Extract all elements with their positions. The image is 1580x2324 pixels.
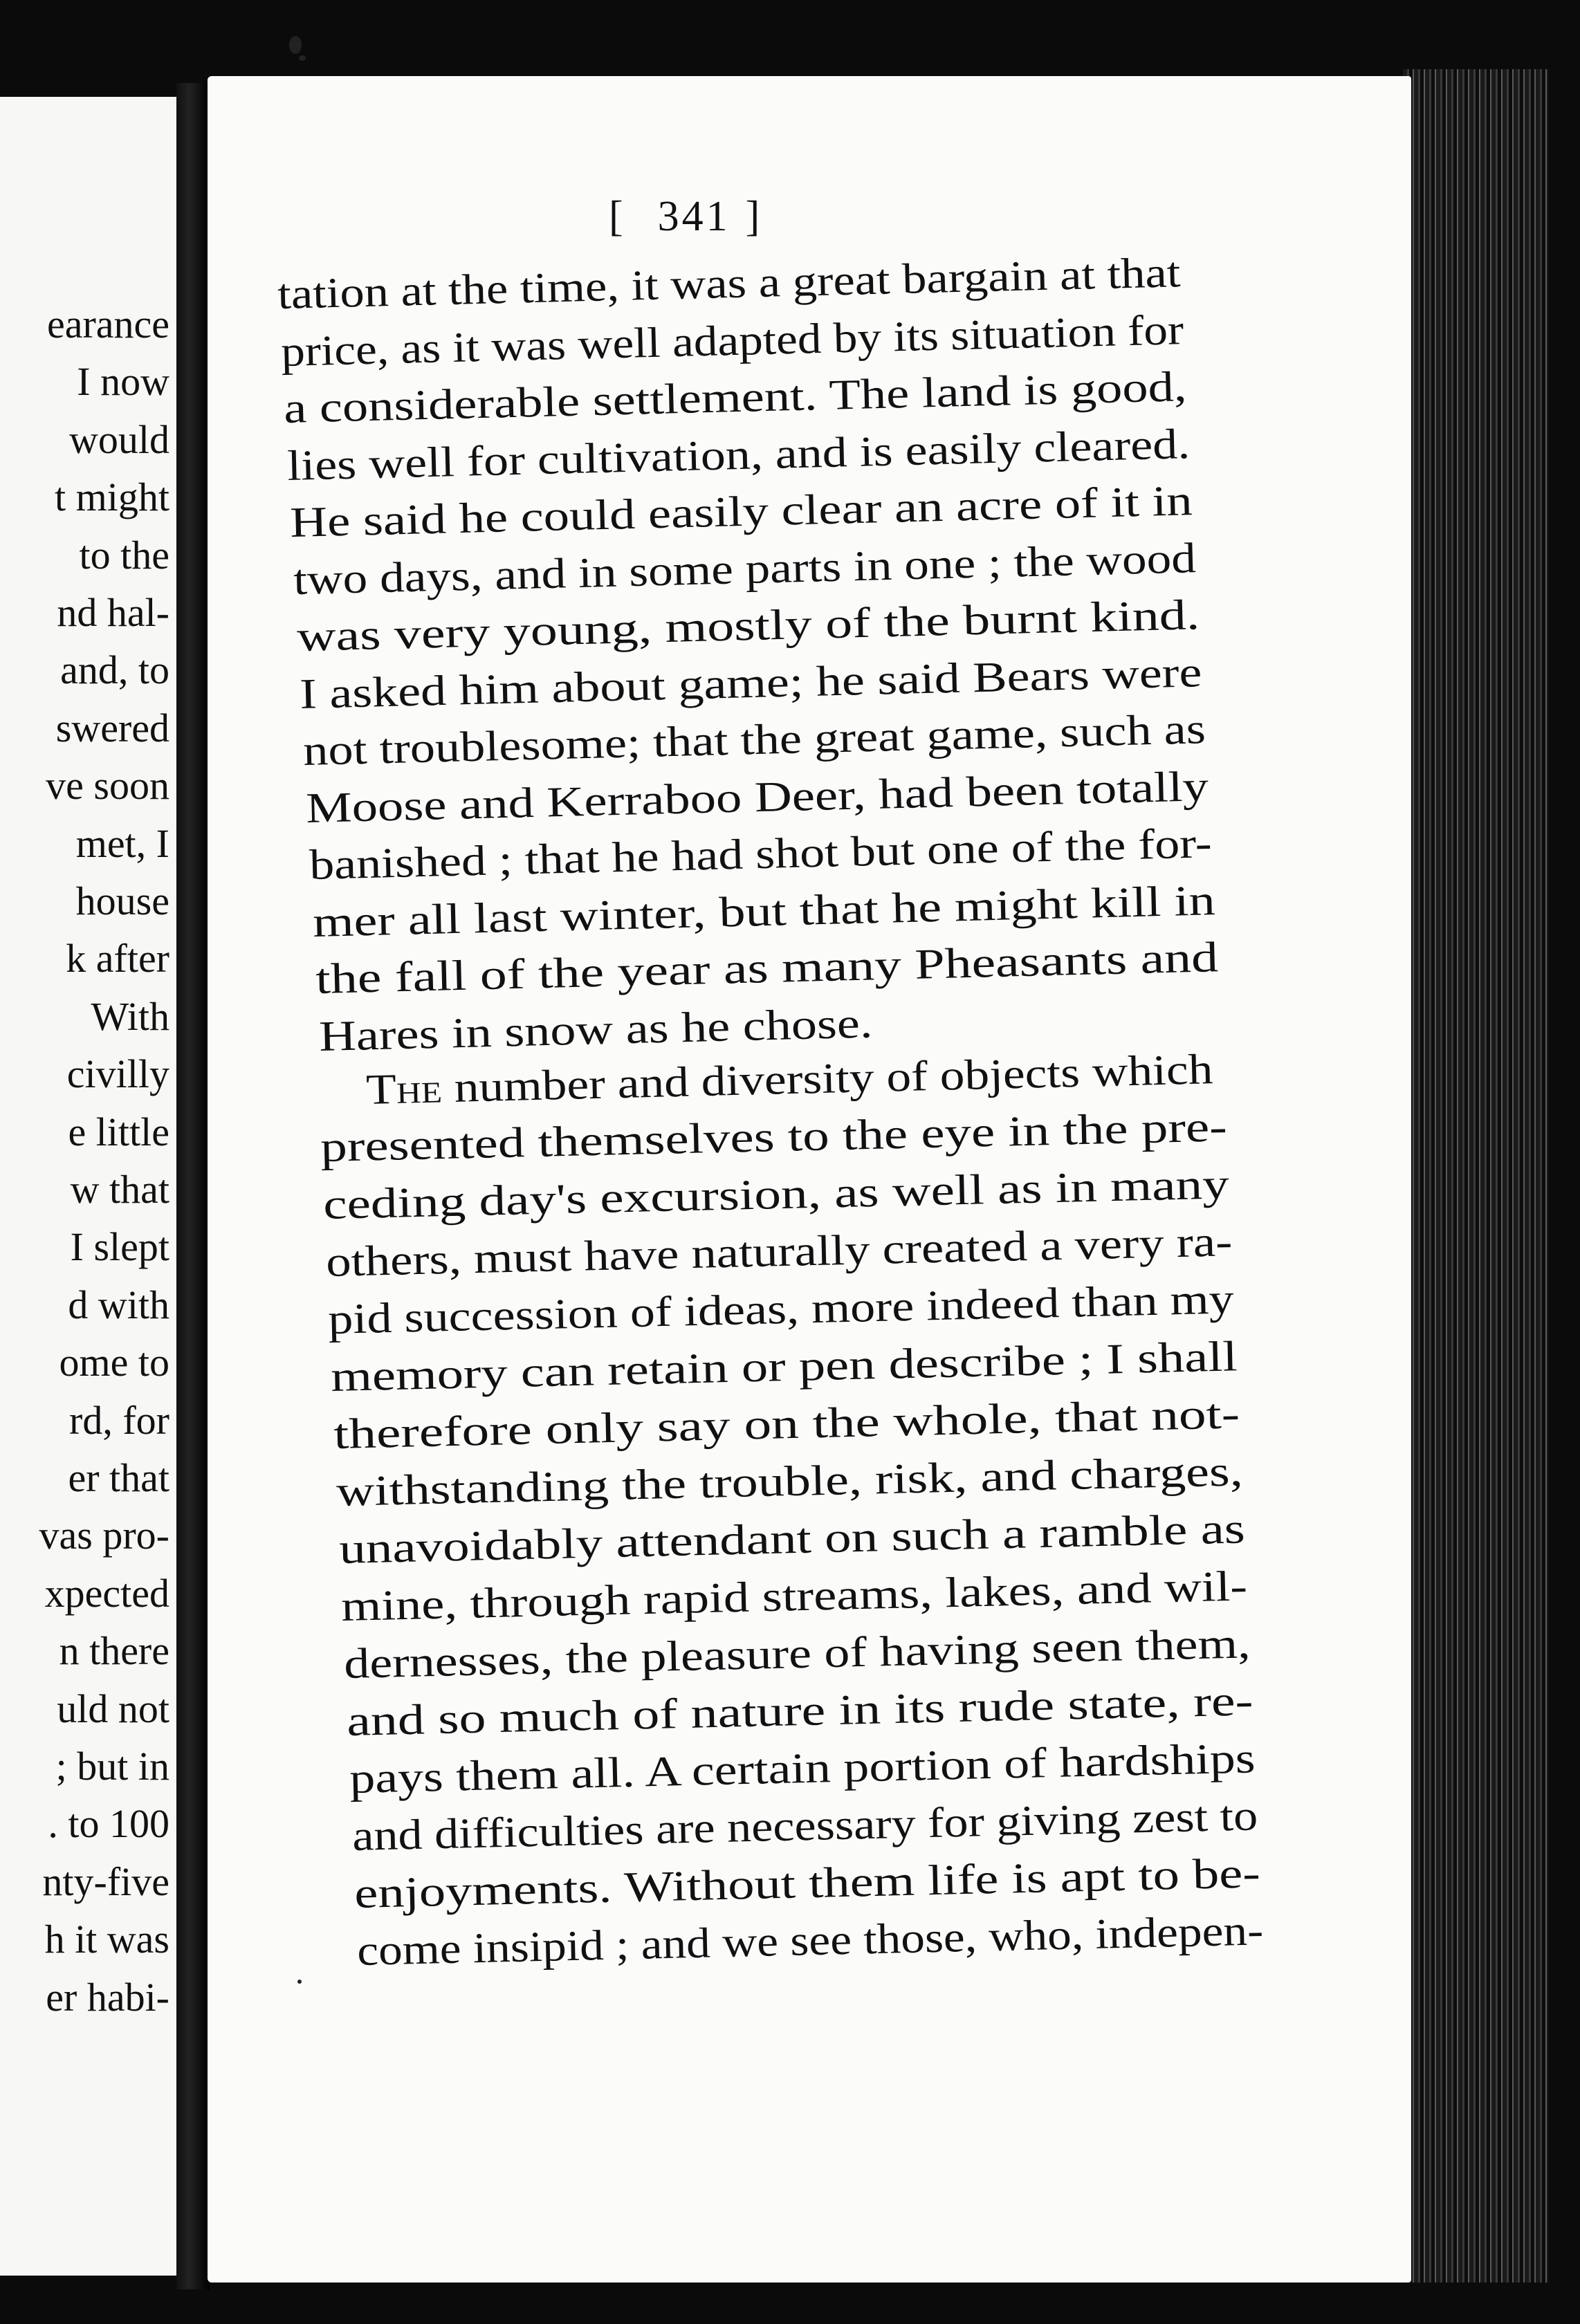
text-line: Hares in snow as he chose. [318, 999, 873, 1060]
previous-page-line: ome to [59, 1340, 169, 1385]
previous-page-line: nty-five [42, 1859, 169, 1904]
text-line: lies well for cultivation, and is easily cleared. [286, 420, 1191, 490]
previous-page-line: swered [55, 705, 169, 750]
text-line: and so much of nature in its rude state, re- [346, 1677, 1254, 1745]
page-edges [1403, 69, 1548, 2282]
previous-page-line: and, to [60, 647, 169, 693]
text-line: enjoyments. Without them life is apt to be- [353, 1850, 1261, 1917]
text-line: Moose and Kerraboo Deer, had been totally [305, 762, 1210, 832]
previous-page-line: earance [46, 302, 169, 347]
text-line: and difficulties are necessary for giving zest to [351, 1792, 1258, 1860]
text-line: unavoidably attendant on such a ramble as [338, 1505, 1246, 1573]
text-line: two days, and in some parts in one ; the wood [293, 534, 1197, 604]
text-line: presented themselves to the eye in the pre- [320, 1103, 1228, 1171]
text-line: the fall of the year as many Pheasants and [315, 934, 1219, 1003]
paragraph-lead-word: The [365, 1064, 443, 1114]
previous-page-line: t might [55, 474, 169, 520]
previous-page-line: er habi- [46, 1974, 169, 2020]
previous-page-line: uld not [57, 1686, 169, 1731]
text-line: price, as it was well adapted by its situation for [280, 306, 1184, 376]
paragraph-first-line-text: number and diversity of objects which [441, 1046, 1214, 1112]
text-line: mer all last winter, but that he might kill in [312, 876, 1216, 946]
previous-page-line: civilly [66, 1051, 169, 1097]
previous-page-line: ; but in [55, 1744, 169, 1789]
text-line: pid succession of ideas, more indeed than my [327, 1275, 1235, 1343]
text-line: ceding day's excursion, as well as in many [322, 1161, 1230, 1228]
text-line: mine, through rapid streams, lakes, and wil- [340, 1562, 1249, 1630]
previous-page-line: I slept [70, 1224, 169, 1270]
text-line: banished ; that he had shot but one of the for- [309, 820, 1213, 889]
ink-speck [289, 36, 302, 54]
previous-page-line: With [91, 993, 169, 1039]
previous-page-line: nd hal- [57, 590, 169, 635]
previous-page-line: house [75, 878, 169, 923]
text-line: dernesses, the pleasure of having seen them, [343, 1620, 1251, 1688]
previous-page-line: w that [70, 1167, 169, 1212]
previous-page-line: h it was [44, 1917, 169, 1962]
text-line: tation at the time, it was a great bargain at that [277, 249, 1182, 318]
previous-page-line: xpected [44, 1570, 169, 1616]
ink-speck [299, 55, 306, 61]
text-line: come insipid ; and we see those, who, indepen- [356, 1907, 1265, 1975]
text-line: I asked him about game; he said Bears were [299, 648, 1203, 718]
page-number-header [609, 192, 779, 241]
previous-page-fragment [0, 97, 176, 2276]
previous-page-line: to the [79, 532, 169, 578]
previous-page-line: rd, for [69, 1397, 169, 1443]
text-line: memory can retain or pen describe ; I shall [330, 1333, 1238, 1401]
text-line: others, must have naturally created a very ra- [325, 1218, 1233, 1286]
text-line: not troublesome; that the great game, such as [302, 706, 1206, 775]
previous-page-line: n there [59, 1628, 169, 1674]
text-line: therefore only say on the whole, that not- [333, 1390, 1240, 1458]
previous-page-line: vas pro- [39, 1513, 169, 1558]
header-bracket-close: ] [745, 193, 780, 240]
text-line: a considerable settlement. The land is good, [283, 363, 1188, 432]
previous-page-line: met, I [75, 820, 169, 866]
header-bracket-open: [ [609, 193, 643, 240]
previous-page-line: would [69, 416, 169, 462]
previous-page-line: k after [66, 936, 169, 981]
previous-page-line: er that [68, 1455, 169, 1500]
ink-speck [297, 1980, 302, 1984]
text-line: was very young, mostly of the burnt kind. [296, 591, 1200, 661]
previous-page-line: ve soon [46, 763, 169, 809]
text-line: He said he could easily clear an acre of it in [289, 477, 1193, 546]
text-line: withstanding the trouble, risk, and charges, [336, 1448, 1244, 1515]
book-gutter [176, 83, 210, 2289]
previous-page-line: . to 100 [48, 1801, 169, 1847]
previous-page-line: d with [68, 1282, 169, 1327]
page-number: 341 [657, 193, 731, 240]
text-line: pays them all. A certain portion of hardships [349, 1735, 1256, 1802]
previous-page-line: e little [68, 1109, 169, 1154]
previous-page-line: I now [77, 359, 169, 405]
